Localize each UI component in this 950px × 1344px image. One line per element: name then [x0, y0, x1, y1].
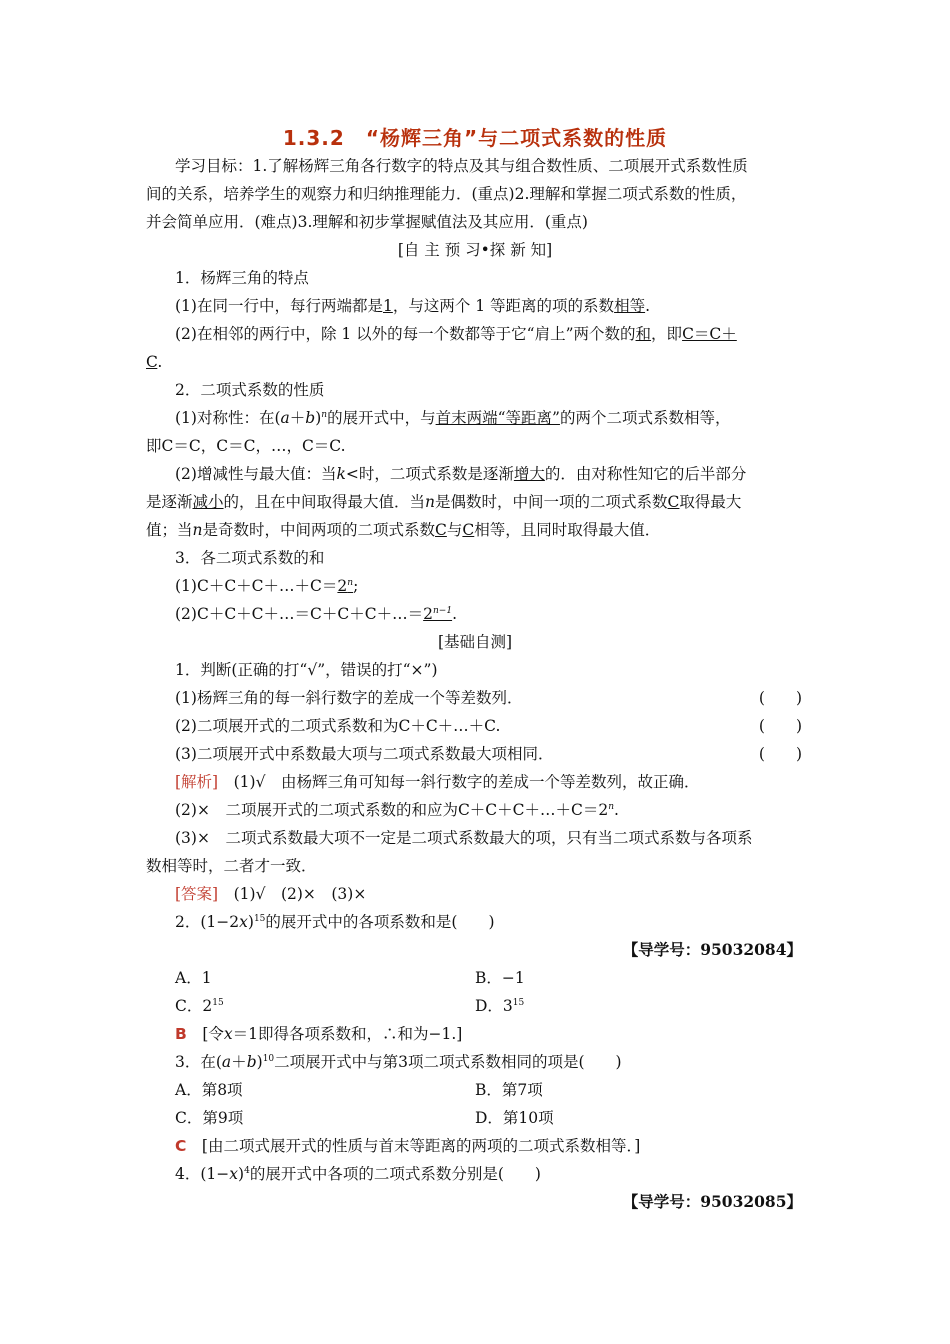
- yanghui-line-2: (2)在相邻的两行中，除 1 以外的每一个数都等于它“肩上”两个数的和，即C＝C＋: [175, 325, 737, 343]
- objectives-line-2: 间的关系，培养学生的观察力和归纳推理能力．(重点)2.理解和掌握二项式系数的性质，: [146, 185, 747, 203]
- analysis-tag: [解析]: [175, 773, 219, 791]
- answer-tag: [答案]: [175, 885, 219, 903]
- q3-answer-letter: C: [175, 1137, 187, 1155]
- symmetry-formula: 即C＝C，C＝C，…，C＝C.: [146, 437, 346, 455]
- section-heading-self-test: [基础自测]: [437, 633, 513, 651]
- q3-option-d: D．第10项: [475, 1109, 554, 1127]
- q1-blank-1: ( ): [758, 689, 802, 707]
- q1-answer: [答案] (1)√ (2)× (3)×: [175, 885, 367, 903]
- q2-option-d: D．$3^{15}$: [475, 997, 525, 1015]
- q1-analysis-1: [解析] (1)√ 由杨辉三角可知每一斜行数字的差成一个等差数列，故正确．: [175, 773, 700, 791]
- q2-option-a: A．1: [175, 969, 212, 987]
- sum-formula-2: $(2)C+C+C+\dots=C+C+C+\dots=2^{n-1}$.: [175, 605, 458, 623]
- q3-option-b: B．第7项: [475, 1081, 543, 1099]
- section-heading-preview: [自 主 预 习•探 新 知]: [397, 241, 553, 259]
- monotonic-line-1: (2)增减性与最大值：当k<时，二项式系数是逐渐增大的．由对称性知它的后半部分: [175, 465, 747, 483]
- objectives-line-1: 学习目标：1.了解杨辉三角各行数字的特点及其与组合数性质、二项展开式系数性质: [175, 157, 748, 175]
- page-title: 1.3.2 “杨辉三角”与二项式系数的性质: [282, 126, 668, 150]
- q3-option-a: A．第8项: [175, 1081, 243, 1099]
- q2-reference-number: 【导学号：95032084】: [622, 940, 802, 959]
- q1-item-3: (3)二项展开式中系数最大项与二项式系数最大项相同．: [175, 745, 554, 763]
- yanghui-line-1: (1)在同一行中，每行两端都是1，与这两个 1 等距离的项的系数相等.: [175, 297, 651, 315]
- q4-stem: 4．$(1-x)^4$的展开式中各项的二项式系数分别是( ): [175, 1165, 541, 1183]
- q2-option-c: C．$2^{15}$: [175, 997, 224, 1015]
- q4-reference-number: 【导学号：95032085】: [622, 1192, 802, 1211]
- q1-analysis-3: (3)× 二项式系数最大项不一定是二项式系数最大的项，只有当二项式系数与各项系: [175, 829, 753, 847]
- q1-item-1: (1)杨辉三角的每一斜行数字的差成一个等差数列．: [175, 689, 523, 707]
- yanghui-line-3: C.: [146, 353, 163, 371]
- objectives-line-3: 并会简单应用．(难点)3.理解和初步掌握赋值法及其应用．(重点): [146, 213, 588, 231]
- q3-option-c: C．第9项: [175, 1109, 244, 1127]
- q1-stem: 1．判断(正确的打“√”，错误的打“×”): [175, 661, 438, 679]
- q1-analysis-2: (2)× 二项展开式的二项式系数的和应为$C+C+C+\dots+C=2^n$.: [175, 801, 619, 819]
- sum-heading: 3．各二项式系数的和: [175, 549, 325, 567]
- q2-answer-letter: B: [175, 1025, 187, 1043]
- q2-stem: 2．$(1-2x)^{15}$的展开式中的各项系数和是( ): [175, 913, 495, 931]
- q3-solution: C [由二项式展开式的性质与首末等距离的两项的二项式系数相等．]: [175, 1137, 641, 1155]
- symmetry-line: (1)对称性：在$(a+b)^n$的展开式中，与首末两端“等距离”的两个二项式系数相等，: [175, 409, 731, 427]
- sum-formula-1: $(1)C+C+C+\dots+C=2^n$;: [175, 577, 359, 595]
- yanghui-heading: 1．杨辉三角的特点: [175, 269, 309, 287]
- properties-heading: 2．二项式系数的性质: [175, 381, 325, 399]
- q2-solution: B [令x＝1即得各项系数和，∴和为−1.]: [175, 1025, 463, 1043]
- q1-blank-2: ( ): [758, 717, 802, 735]
- q1-analysis-4: 数相等时，二者才一致．: [146, 857, 317, 875]
- monotonic-line-2: 是逐渐减小的，且在中间取得最大值．当n是偶数时，中间一项的二项式系数C取得最大: [146, 493, 742, 511]
- monotonic-line-3: 值；当n是奇数时，中间两项的二项式系数C与C相等，且同时取得最大值．: [146, 521, 661, 539]
- q3-stem: 3．在$(a+b)^{10}$二项展开式中与第3项二项式系数相同的项是( ): [175, 1053, 622, 1071]
- q2-option-b: B．−1: [475, 969, 525, 987]
- q1-item-2: (2)二项展开式的二项式系数和为C＋C＋…＋C.: [175, 717, 501, 735]
- q1-blank-3: ( ): [758, 745, 802, 763]
